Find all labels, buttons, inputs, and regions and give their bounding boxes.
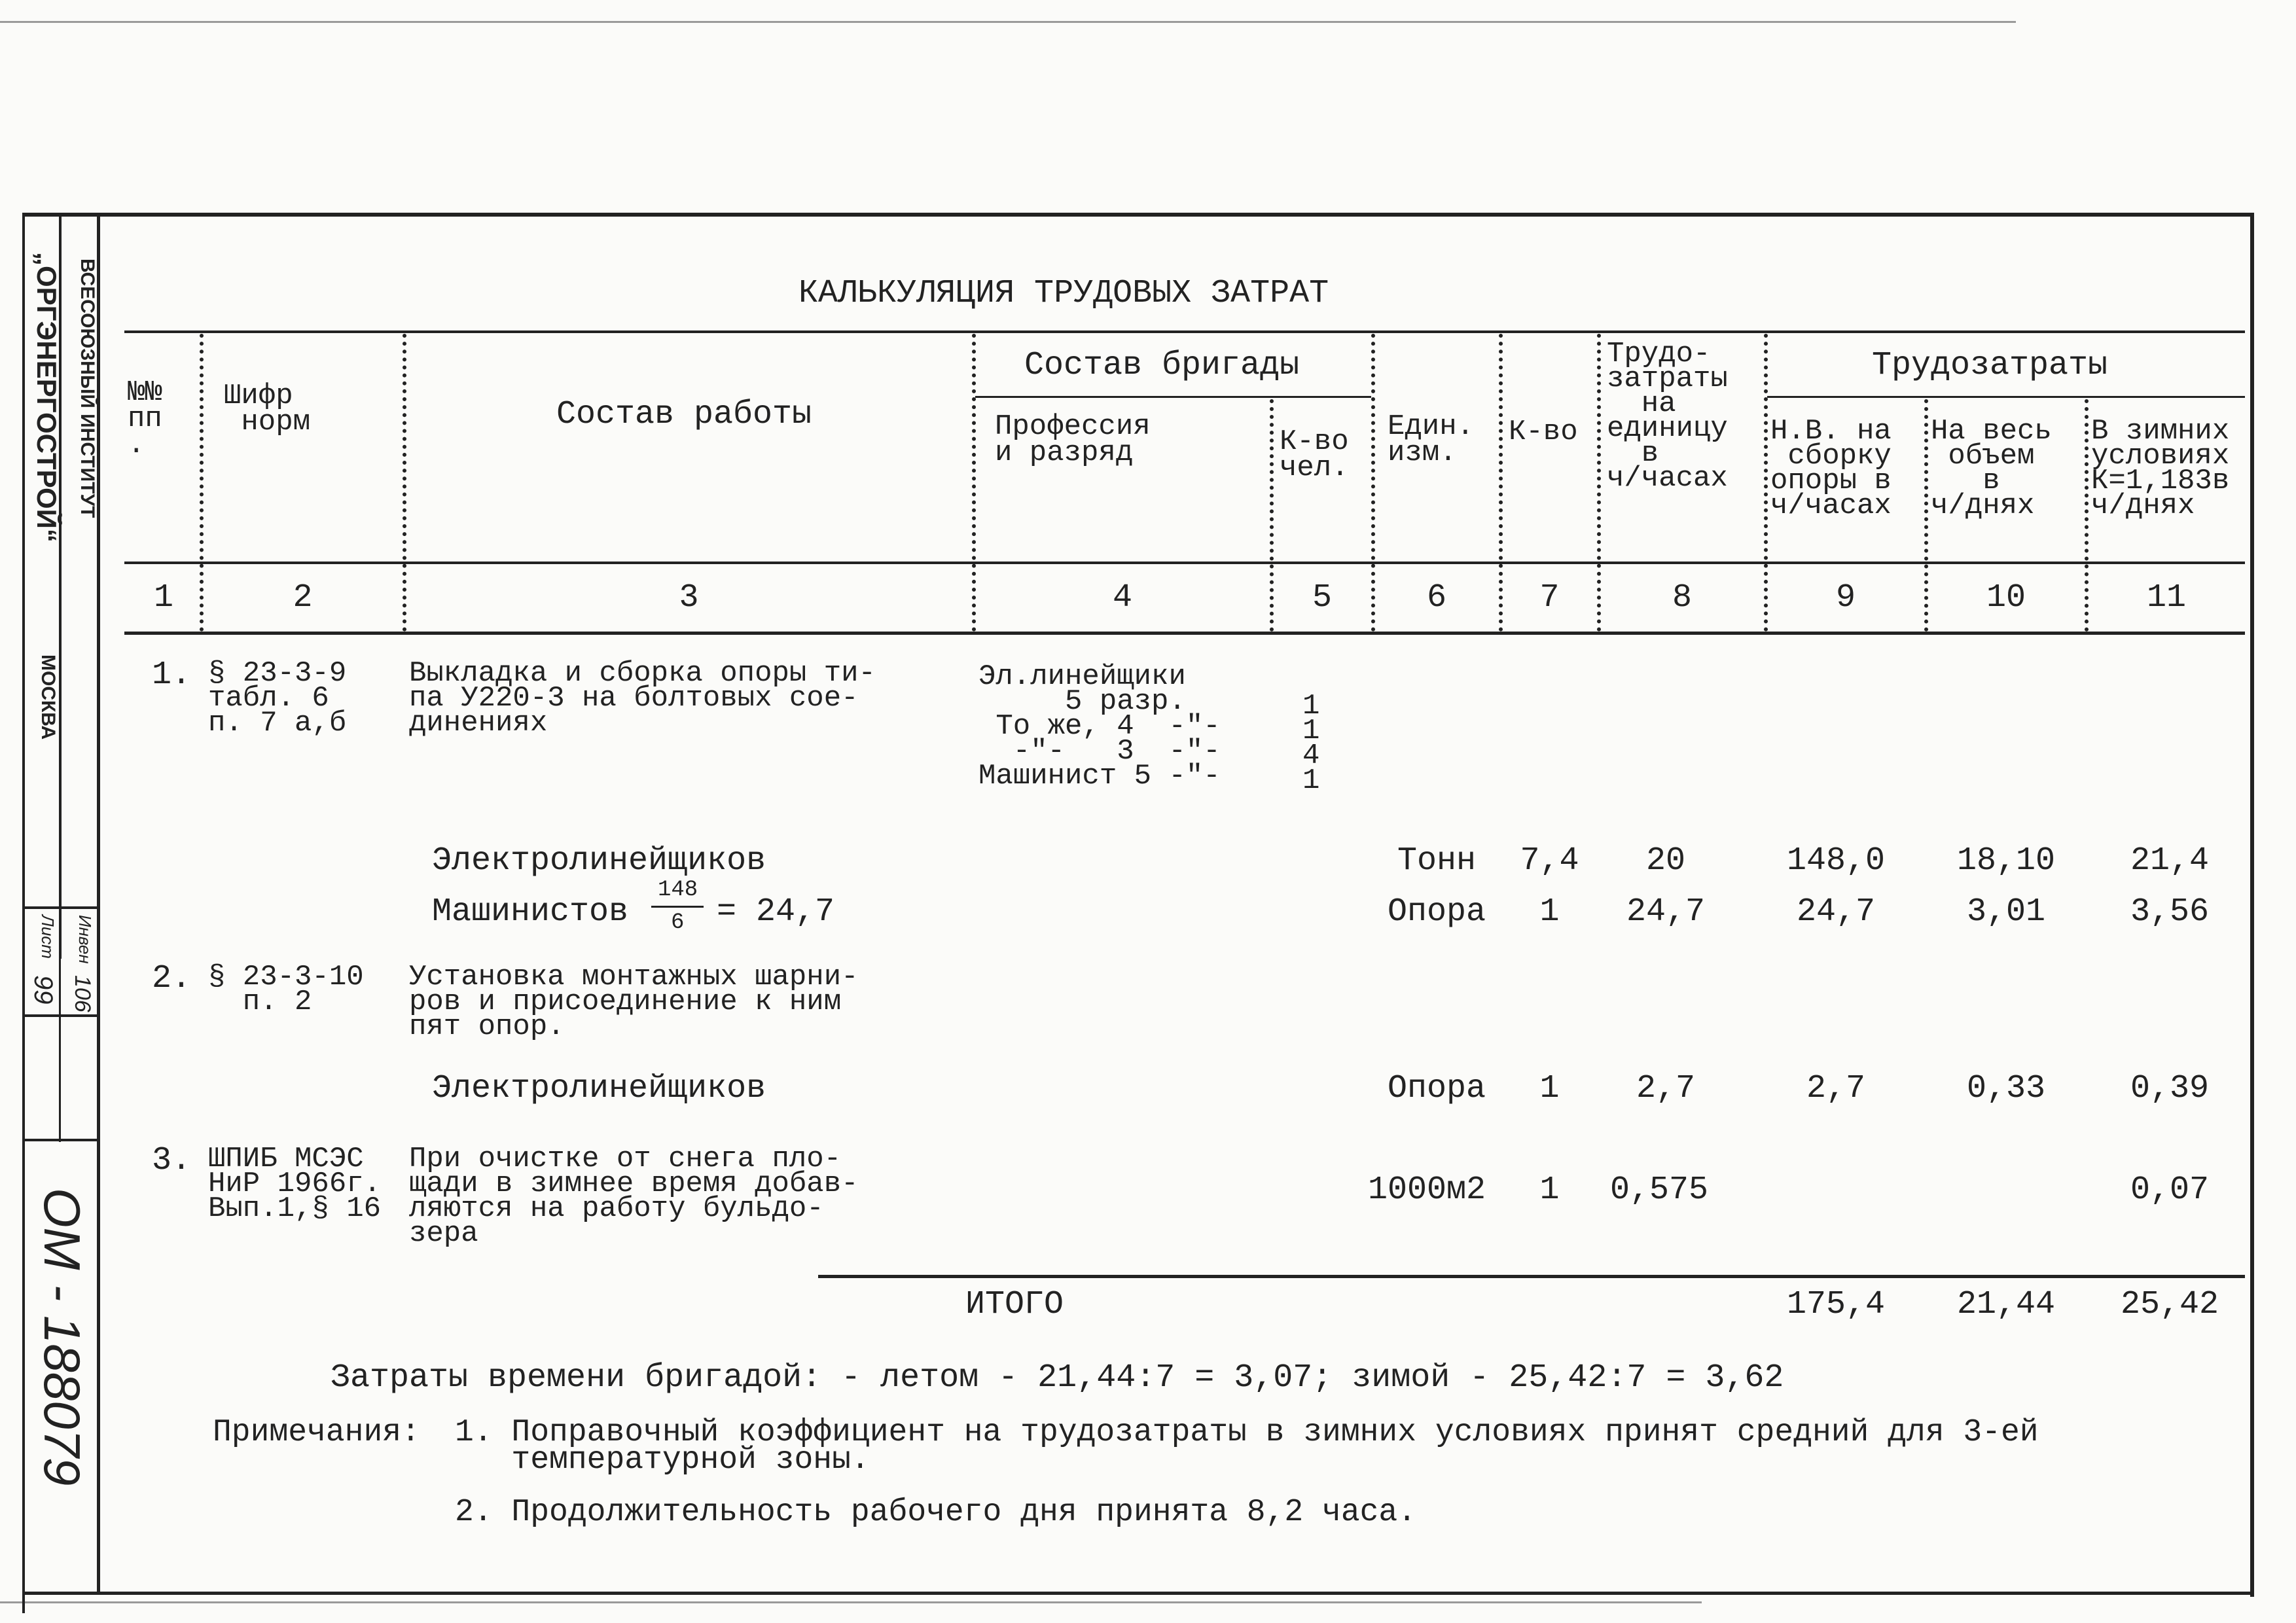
row2-s1-c10: 0,33 — [1966, 1070, 2046, 1107]
row1-s2-c11: 3,56 — [2130, 893, 2210, 931]
stamp-divider-3 — [22, 1139, 99, 1141]
row3-c11: 0,07 — [2130, 1171, 2210, 1209]
stamp-doc-number: ОМ - 188079 — [33, 1188, 91, 1486]
row1-s2-label: Машинистов — [432, 893, 629, 931]
colnum-6: 6 — [1426, 579, 1446, 616]
colnum-5: 5 — [1312, 579, 1332, 616]
row1-s1-per: 20 — [1645, 842, 1685, 880]
colnum-9: 9 — [1835, 579, 1856, 616]
row1-s1-label: Электролинейщиков — [432, 842, 766, 880]
row2-work: Установка монтажных шарни- ров и присоединение к ним пят опор. — [409, 961, 859, 1043]
colnum-3: 3 — [679, 579, 699, 616]
stamp-divider-2 — [22, 1014, 99, 1017]
header-trud: Трудозатраты — [1872, 347, 2108, 384]
total-c10: 21,44 — [1956, 1286, 2056, 1323]
summary-line: Затраты времени бригадой: - летом - 21,44:7 = 3,07; зимой - 25,42:7 = 3,62 — [331, 1359, 1784, 1397]
colnum-4: 4 — [1112, 579, 1132, 616]
row2-s1-per: 2,7 — [1636, 1070, 1695, 1107]
row1-s2-c9: 24,7 — [1796, 893, 1876, 931]
row1-s2-frac-den: 6 — [671, 910, 685, 935]
colnum-1: 1 — [153, 579, 173, 616]
row3-per: 0,575 — [1610, 1171, 1709, 1209]
header-c9: Н.В. на сборку опоры в ч/часах — [1770, 415, 1892, 522]
brigade-sub-line — [975, 396, 1371, 398]
row1-s2-frac-rest: = 24,7 — [717, 893, 835, 931]
note-1: 1. Поправочный коэффициент на трудозатраты в зимних условиях принят средний для 3-ей температурной зоны. — [455, 1415, 2039, 1478]
stamp-org-line2: „ОРГЭНЕРГОСТРОЙ“ — [31, 252, 62, 543]
total-c11: 25,42 — [2120, 1286, 2219, 1323]
colnum-bottom-line — [124, 632, 2245, 635]
row1-s2-c10: 3,01 — [1966, 893, 2046, 931]
stamp-divider-vert — [59, 906, 61, 1142]
header-c3: Состав работы — [556, 396, 812, 433]
stamp-sheet-value: 99 — [29, 975, 58, 1005]
row2-s1-label: Электролинейщиков — [432, 1070, 766, 1107]
colnum-2: 2 — [293, 579, 313, 616]
colnum-7: 7 — [1539, 579, 1560, 616]
row3-work: При очистке от снега пло- щади в зимнее время добав- ляются на работу бульдо- зера — [409, 1143, 859, 1250]
stamp-org-line1: ВСЕСОЮЗНЫЙ ИНСТИТУТ — [77, 259, 98, 518]
row1-s1-unit: Тонн — [1397, 842, 1477, 880]
header-c5: К-во чел. — [1280, 425, 1349, 484]
row2-s1-qty: 1 — [1539, 1070, 1560, 1107]
stamp-sheet-label: Лист — [38, 915, 58, 959]
colnum-8: 8 — [1672, 579, 1692, 616]
stamp-inv-value: 106 — [70, 975, 95, 1012]
header-c2: Шифр норм — [224, 380, 311, 438]
row2-num: 2. — [152, 960, 192, 997]
row1-s2-qty: 1 — [1539, 893, 1560, 931]
row1-count: 1 1 4 1 — [1302, 690, 1320, 797]
header-brigade: Состав бригады — [1024, 347, 1300, 384]
row1-s1-qty: 7,4 — [1520, 842, 1579, 880]
colnum-10: 10 — [1986, 579, 2026, 616]
row1-s1-c10: 18,10 — [1956, 842, 2056, 880]
frame-right — [2250, 213, 2254, 1597]
table-top-line — [124, 330, 2245, 333]
row1-s1-c9: 148,0 — [1786, 842, 1886, 880]
row1-s2-frac-num: 148 — [658, 878, 698, 902]
row3-unit: 1000м2 — [1367, 1171, 1486, 1209]
row1-s2-per: 24,7 — [1626, 893, 1706, 931]
row1-num: 1. — [152, 656, 192, 694]
header-c1: №№ пп . — [128, 376, 162, 461]
row1-s2-frac-bar — [651, 906, 704, 908]
scan-noise-bottom-line — [0, 1601, 1702, 1603]
row1-code: § 23-3-9 табл. 6 п. 7 а,б — [208, 657, 347, 740]
row1-s2-unit: Опора — [1387, 893, 1486, 931]
total-line — [818, 1275, 2245, 1278]
total-label: ИТОГО — [965, 1286, 1064, 1323]
header-c11: В зимних условиях К=1,183в ч/днях — [2091, 415, 2230, 522]
row2-code: § 23-3-10 п. 2 — [208, 961, 364, 1018]
header-c4: Профессия и разряд — [995, 410, 1151, 469]
row1-prof: Эл.линейщики 5 разр. То же, 4 -"- -"- 3 -"- Машинист 5 -"- — [978, 660, 1221, 793]
stamp-divider-1 — [22, 906, 99, 909]
row3-code: ШПИБ МСЭС НиР 1966г. Вып.1,§ 16 — [208, 1143, 382, 1225]
header-c7: К-во — [1509, 416, 1578, 448]
colnum-11: 11 — [2146, 579, 2186, 616]
document-title: КАЛЬКУЛЯЦИЯ ТРУДОВЫХ ЗАТРАТ — [798, 275, 1329, 312]
header-c8: Трудо- затраты на единицу в ч/часах — [1607, 338, 1728, 495]
frame-bottom — [22, 1592, 2254, 1595]
frame-top — [22, 213, 2254, 217]
row3-num: 3. — [152, 1142, 192, 1179]
total-c9: 175,4 — [1786, 1286, 1886, 1323]
row2-s1-c9: 2,7 — [1806, 1070, 1865, 1107]
row2-s1-unit: Опора — [1387, 1070, 1486, 1107]
note-2: 2. Продолжительность рабочего дня принята 8,2 часа. — [455, 1495, 1417, 1530]
header-c10: На весь объем в ч/днях — [1931, 415, 2052, 522]
scan-noise-top — [0, 21, 2016, 23]
row3-qty: 1 — [1539, 1171, 1560, 1209]
notes-label: Примечания: — [213, 1415, 420, 1450]
row1-s1-c11: 21,4 — [2130, 842, 2210, 880]
stamp-inv-label: Инвен — [75, 915, 95, 964]
stamp-city: МОСКВА — [37, 654, 59, 740]
header-c6: Един. изм. — [1388, 410, 1475, 469]
row2-s1-c11: 0,39 — [2130, 1070, 2210, 1107]
trud-sub-line — [1767, 396, 2245, 398]
stamp-frame-left — [22, 213, 25, 1613]
row1-work: Выкладка и сборка опоры ти- па У220-3 на болтовых сое- динениях — [409, 657, 876, 740]
